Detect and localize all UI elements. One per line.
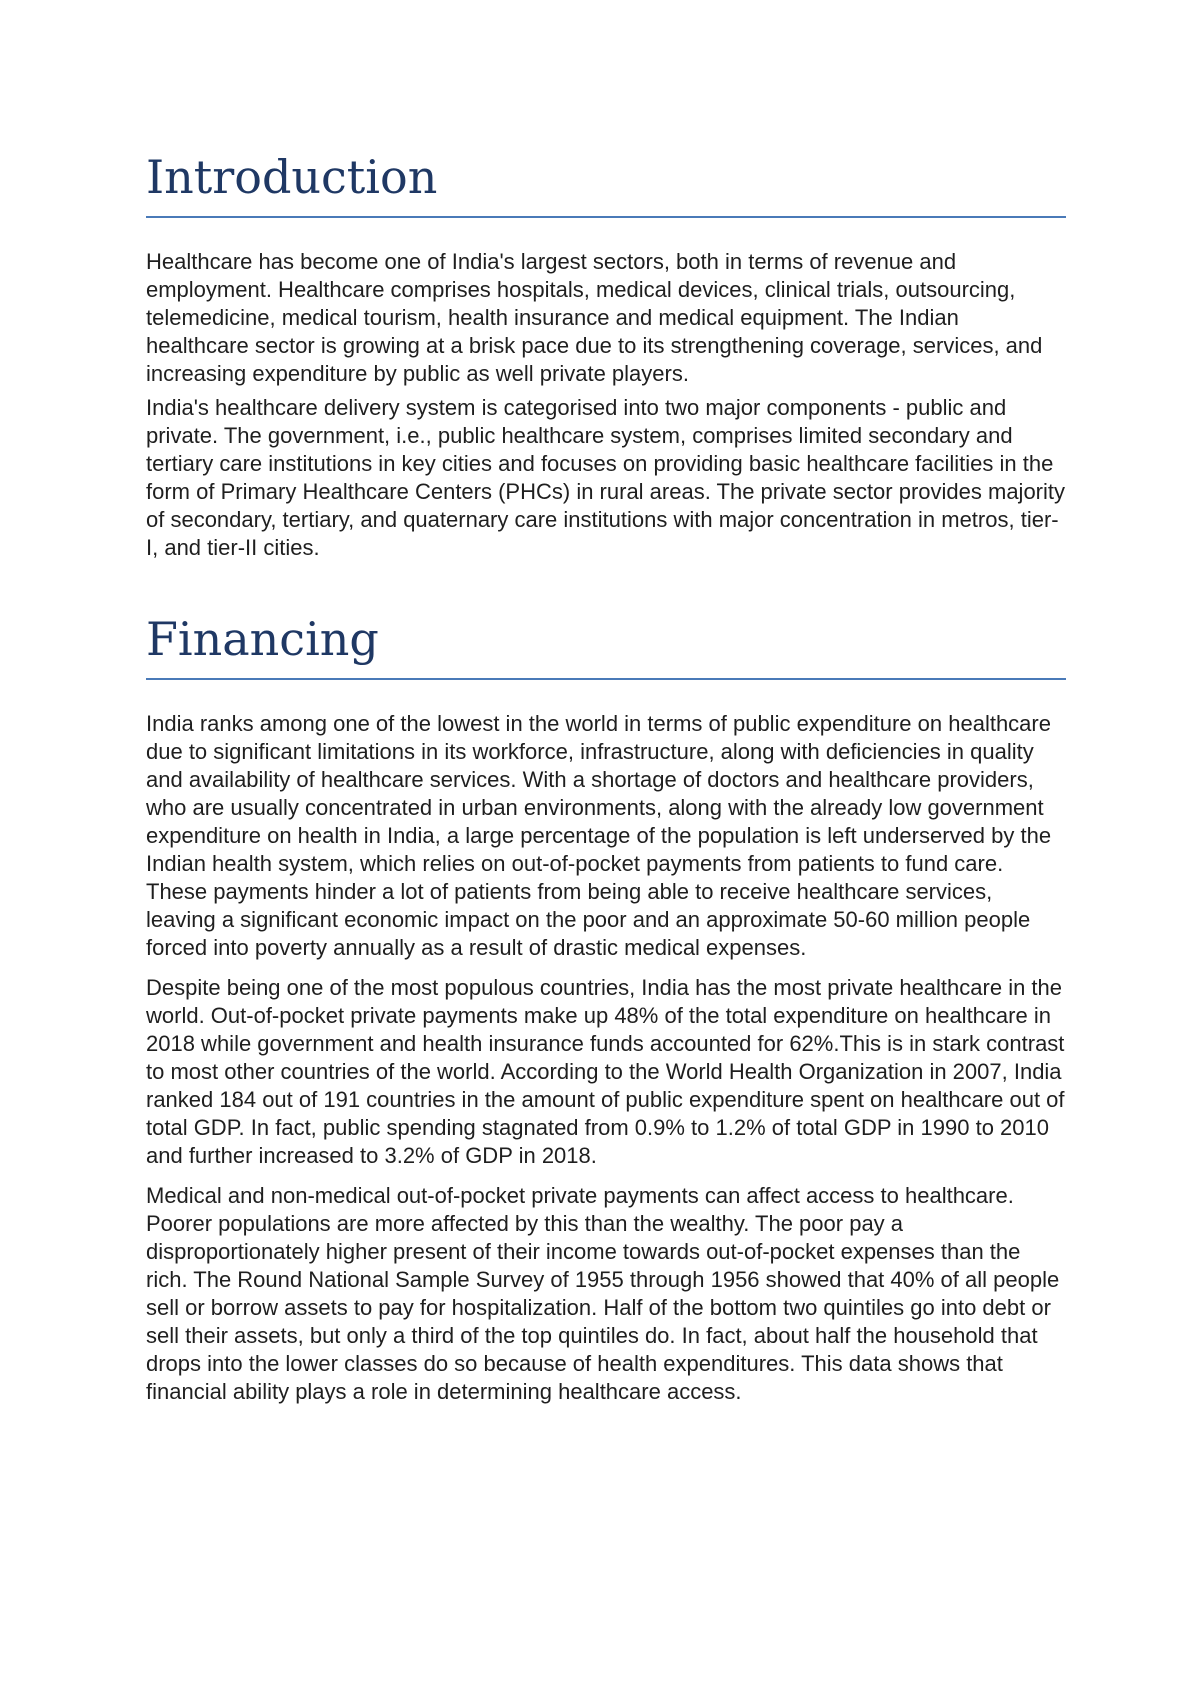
section-financing — [146, 608, 1066, 1406]
paragraph: India ranks among one of the lowest in the world in terms of public expenditure on healthcare due to significant limitations in its workforce, infrastructure, along with deficiencies in quality and availability of healthcare services. With a shortage of doctors and healthcare providers, who are usually concentrated in urban environments, along with the already low government expenditure on health in India, a large percentage of the population is left underserved by the Indian health system, which relies on out-of-pocket payments from patients to fund care. These payments hinder a lot of patients from being able to receive healthcare services, leaving a significant economic impact on the poor and an approximate 50-60 million people forced into poverty annually as a result of drastic medical expenses. — [146, 711, 1052, 960]
section-heading-introduction: Introduction — [146, 146, 1066, 218]
section-heading-financing: Financing — [146, 608, 1066, 680]
paragraph: Despite being one of the most populous countries, India has the most private healthcare in the world. Out-of-pocket private payments make up 48% of the total expenditure on healthcare in 2018 while government and health insurance funds accounted for 62%.This is in stark contrast to most other countries of the world. According to the World Health Organization in 2007, India ranked 184 out of 191 countries in the amount of public expenditure spent on healthcare out of total GDP. In fact, public spending stagnated from 0.9% to 1.2% of total GDP in 1990 to 2010 and further increased to 3.2% of GDP in 2018. — [146, 975, 1065, 1168]
paragraph: India's healthcare delivery system is categorised into two major components - public and private. The government, i.e., public healthcare system, comprises limited secondary and tertiary care institutions in key cities and focuses on providing basic healthcare facilities in the form of Primary Healthcare Centers (PHCs) in rural areas. The private sector provides majority of secondary, tertiary, and quaternary care institutions with major concentration in metros, tier-I, and tier-II cities. — [146, 395, 1066, 560]
paragraph: Healthcare has become one of India's largest sectors, both in terms of revenue and employment. Healthcare comprises hospitals, medical devices, clinical trials, outsourcing, telemedicine, medical tourism, health insurance and medical equipment. The Indian healthcare sector is growing at a brisk pace due to its strengthening coverage, services, and increasing expenditure by public as well private players. — [146, 249, 1043, 386]
section-introduction — [146, 146, 1066, 562]
document-body — [146, 146, 1066, 1406]
paragraph: Medical and non-medical out-of-pocket private payments can affect access to healthcare. Poorer populations are more affected by this than the wealthy. The poor pay a disproportionately higher present of their income towards out-of-pocket expenses than the rich. The Round National Sample Survey of 1955 through 1956 showed that 40% of all people sell or borrow assets to pay for hospitalization. Half of the bottom two quintiles go into debt or sell their assets, but only a third of the top quintiles do. In fact, about half the household that drops into the lower classes do so because of health expenditures. This data shows that financial ability plays a role in determining healthcare access. — [146, 1183, 1060, 1404]
